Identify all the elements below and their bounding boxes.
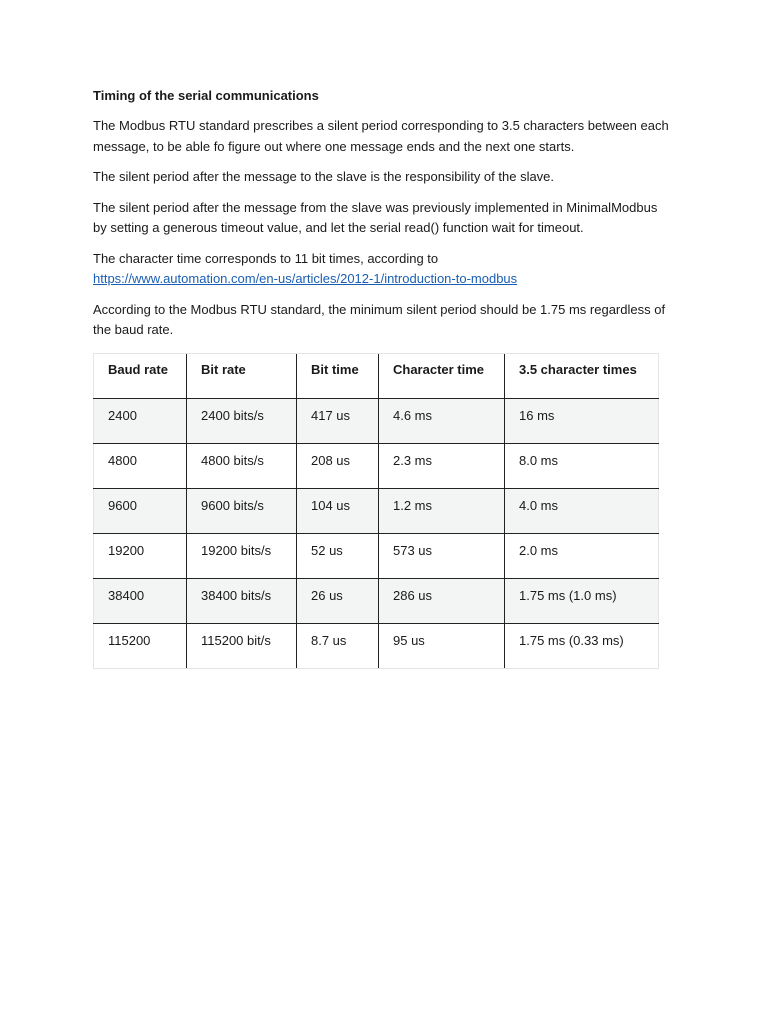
- cell-bit-time: 208 us: [297, 443, 379, 488]
- table-row: [94, 443, 659, 488]
- table-header-row: [94, 353, 659, 398]
- header-3-5-character-times: 3.5 character times: [505, 353, 659, 398]
- header-character-time: Character time: [379, 353, 505, 398]
- cell-baud-rate: 2400: [94, 398, 187, 443]
- header-bit-rate: Bit rate: [187, 353, 297, 398]
- cell-bit-time: 52 us: [297, 533, 379, 578]
- table-row: [94, 398, 659, 443]
- cell-bit-rate: 115200 bit/s: [187, 623, 297, 668]
- cell-3-5-character-times: 2.0 ms: [505, 533, 659, 578]
- cell-bit-rate: 19200 bits/s: [187, 533, 297, 578]
- table-row: [94, 578, 659, 623]
- cell-bit-rate: 9600 bits/s: [187, 488, 297, 533]
- paragraph-minimum-silent-period: According to the Modbus RTU standard, the minimum silent period should be 1.75 ms regardless of the baud rate.: [93, 301, 666, 337]
- cell-bit-time: 26 us: [297, 578, 379, 623]
- cell-bit-rate: 4800 bits/s: [187, 443, 297, 488]
- cell-character-time: 1.2 ms: [379, 488, 505, 533]
- paragraph-silent-period: The Modbus RTU standard prescribes a silent period corresponding to 3.5 characters between each message, to be able fo figure out where one message ends and the next one starts.: [93, 118, 669, 154]
- cell-character-time: 573 us: [379, 533, 505, 578]
- cell-baud-rate: 19200: [94, 533, 187, 578]
- character-time-text: The character time corresponds to 11 bit times, according to: [93, 250, 439, 266]
- header-bit-time: Bit time: [297, 353, 379, 398]
- table-row: [94, 623, 659, 668]
- table-row: [94, 533, 659, 578]
- cell-3-5-character-times: 4.0 ms: [505, 488, 659, 533]
- cell-bit-time: 104 us: [297, 488, 379, 533]
- timing-table: [93, 353, 659, 669]
- cell-baud-rate: 38400: [94, 578, 187, 623]
- cell-bit-time: 8.7 us: [297, 623, 379, 668]
- cell-3-5-character-times: 1.75 ms (1.0 ms): [505, 578, 659, 623]
- cell-character-time: 95 us: [379, 623, 505, 668]
- section-heading: Timing of the serial communications: [93, 88, 319, 103]
- cell-baud-rate: 9600: [94, 488, 187, 533]
- header-baud-rate: Baud rate: [94, 353, 187, 398]
- cell-baud-rate: 115200: [94, 623, 187, 668]
- cell-bit-rate: 38400 bits/s: [187, 578, 297, 623]
- cell-baud-rate: 4800: [94, 443, 187, 488]
- cell-character-time: 4.6 ms: [379, 398, 505, 443]
- cell-bit-rate: 2400 bits/s: [187, 398, 297, 443]
- paragraph-timeout-implementation: The silent period after the message from the slave was previously implemented in MinimalModbus by setting a generous timeout value, and let the serial read() function wait for timeout.: [93, 199, 658, 235]
- paragraph-slave-responsibility: The silent period after the message to the slave is the responsibility of the slave.: [93, 169, 555, 184]
- document-page: [93, 86, 673, 669]
- automation-article-link[interactable]: https://www.automation.com/en-us/articles/2012-1/introduction-to-modbus: [93, 271, 518, 286]
- table-row: [94, 488, 659, 533]
- cell-character-time: 286 us: [379, 578, 505, 623]
- cell-3-5-character-times: 16 ms: [505, 398, 659, 443]
- cell-3-5-character-times: 8.0 ms: [505, 443, 659, 488]
- cell-3-5-character-times: 1.75 ms (0.33 ms): [505, 623, 659, 668]
- cell-character-time: 2.3 ms: [379, 443, 505, 488]
- cell-bit-time: 417 us: [297, 398, 379, 443]
- paragraph-character-time: [93, 249, 673, 290]
